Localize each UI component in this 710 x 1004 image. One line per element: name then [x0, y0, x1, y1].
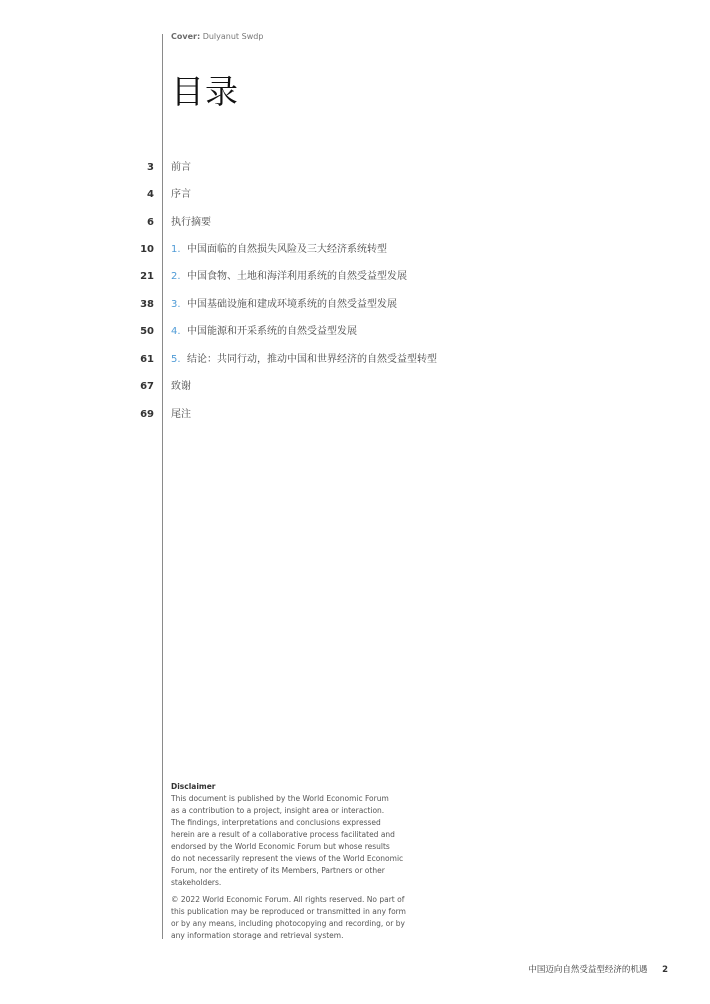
- disclaimer-line: This document is published by the World Economic Forum: [171, 794, 389, 803]
- toc-chapter-number: 1.: [171, 244, 181, 255]
- disclaimer-line: stakeholders.: [171, 878, 222, 887]
- toc-page-number: 4: [147, 189, 154, 200]
- toc-chapter-number: 2.: [171, 271, 181, 282]
- toc-page-number: 50: [140, 326, 154, 337]
- toc-item[interactable]: [0, 160, 710, 176]
- toc-item[interactable]: [0, 407, 710, 423]
- copyright-line: any information storage and retrieval system.: [171, 931, 344, 940]
- toc-page-number: 3: [147, 162, 154, 173]
- toc-entry-text: 结论：共同行动，推动中国和世界经济的自然受益型转型: [187, 354, 437, 365]
- cover-photographer: Dulyanut Swdp: [202, 32, 264, 41]
- toc-page-number: 61: [140, 354, 154, 365]
- toc-item[interactable]: [0, 297, 710, 313]
- toc-page-number: 10: [140, 244, 154, 255]
- cover-credit: [171, 32, 263, 41]
- copyright-line: or by any means, including photocopying and recording, or by: [171, 919, 405, 928]
- toc-entry-title: [171, 352, 437, 368]
- toc-entry-text: 前言: [171, 162, 191, 173]
- toc-page-number: 69: [140, 409, 154, 420]
- toc-item[interactable]: [0, 379, 710, 395]
- disclaimer-heading: Disclaimer: [171, 782, 216, 791]
- toc-entry-text: 中国面临的自然损失风险及三大经济系统转型: [187, 244, 387, 255]
- toc-entry-text: 中国食物、土地和海洋利用系统的自然受益型发展: [187, 271, 407, 282]
- footer-document-title: 中国迈向自然受益型经济的机遇: [528, 965, 648, 975]
- toc-entry-title: [171, 160, 191, 176]
- toc-item[interactable]: [0, 187, 710, 203]
- toc-item[interactable]: [0, 352, 710, 368]
- disclaimer-line: Forum, nor the entirety of its Members, Partners or other: [171, 866, 385, 875]
- footer-page-number: 2: [662, 965, 668, 975]
- toc-entry-title: [171, 269, 407, 285]
- toc-item[interactable]: [0, 324, 710, 340]
- toc-page-number: 67: [140, 381, 154, 392]
- toc-page-number: 21: [140, 271, 154, 282]
- cover-label: Cover:: [171, 32, 201, 41]
- disclaimer-line: endorsed by the World Economic Forum but whose results: [171, 842, 390, 851]
- page-title: 目录: [171, 72, 239, 111]
- toc-entry-title: [171, 242, 387, 258]
- toc-entry-title: [171, 187, 191, 203]
- toc-entry-title: [171, 215, 211, 231]
- toc-entry-text: 尾注: [171, 409, 191, 420]
- disclaimer-line: The findings, interpretations and conclusions expressed: [171, 818, 381, 827]
- toc-entry-text: 序言: [171, 189, 191, 200]
- disclaimer-line: herein are a result of a collaborative process facilitated and: [171, 830, 395, 839]
- toc-entry-title: [171, 407, 191, 423]
- disclaimer-line: as a contribution to a project, insight area or interaction.: [171, 806, 385, 815]
- toc-entry-title: [171, 297, 397, 313]
- toc-entry-text: 中国基础设施和建成环境系统的自然受益型发展: [187, 299, 397, 310]
- toc-chapter-number: 4.: [171, 326, 181, 337]
- disclaimer-line: do not necessarily represent the views of the World Economic: [171, 854, 404, 863]
- toc-chapter-number: 3.: [171, 299, 181, 310]
- copyright-line: © 2022 World Economic Forum. All rights reserved. No part of: [171, 895, 405, 904]
- toc-entry-title: [171, 324, 357, 340]
- toc-item[interactable]: [0, 269, 710, 285]
- toc-page-number: 38: [140, 299, 154, 310]
- disclaimer-block: [171, 781, 421, 942]
- toc-item[interactable]: [0, 215, 710, 231]
- toc-entry-text: 中国能源和开采系统的自然受益型发展: [187, 326, 357, 337]
- toc-item[interactable]: [0, 242, 710, 258]
- toc-entry-text: 致谢: [171, 381, 191, 392]
- page-footer: [528, 963, 668, 975]
- toc-chapter-number: 5.: [171, 354, 181, 365]
- toc-page-number: 6: [147, 217, 154, 228]
- toc-entry-title: [171, 379, 191, 395]
- toc-entry-text: 执行摘要: [171, 217, 211, 228]
- copyright-line: this publication may be reproduced or transmitted in any form: [171, 907, 406, 916]
